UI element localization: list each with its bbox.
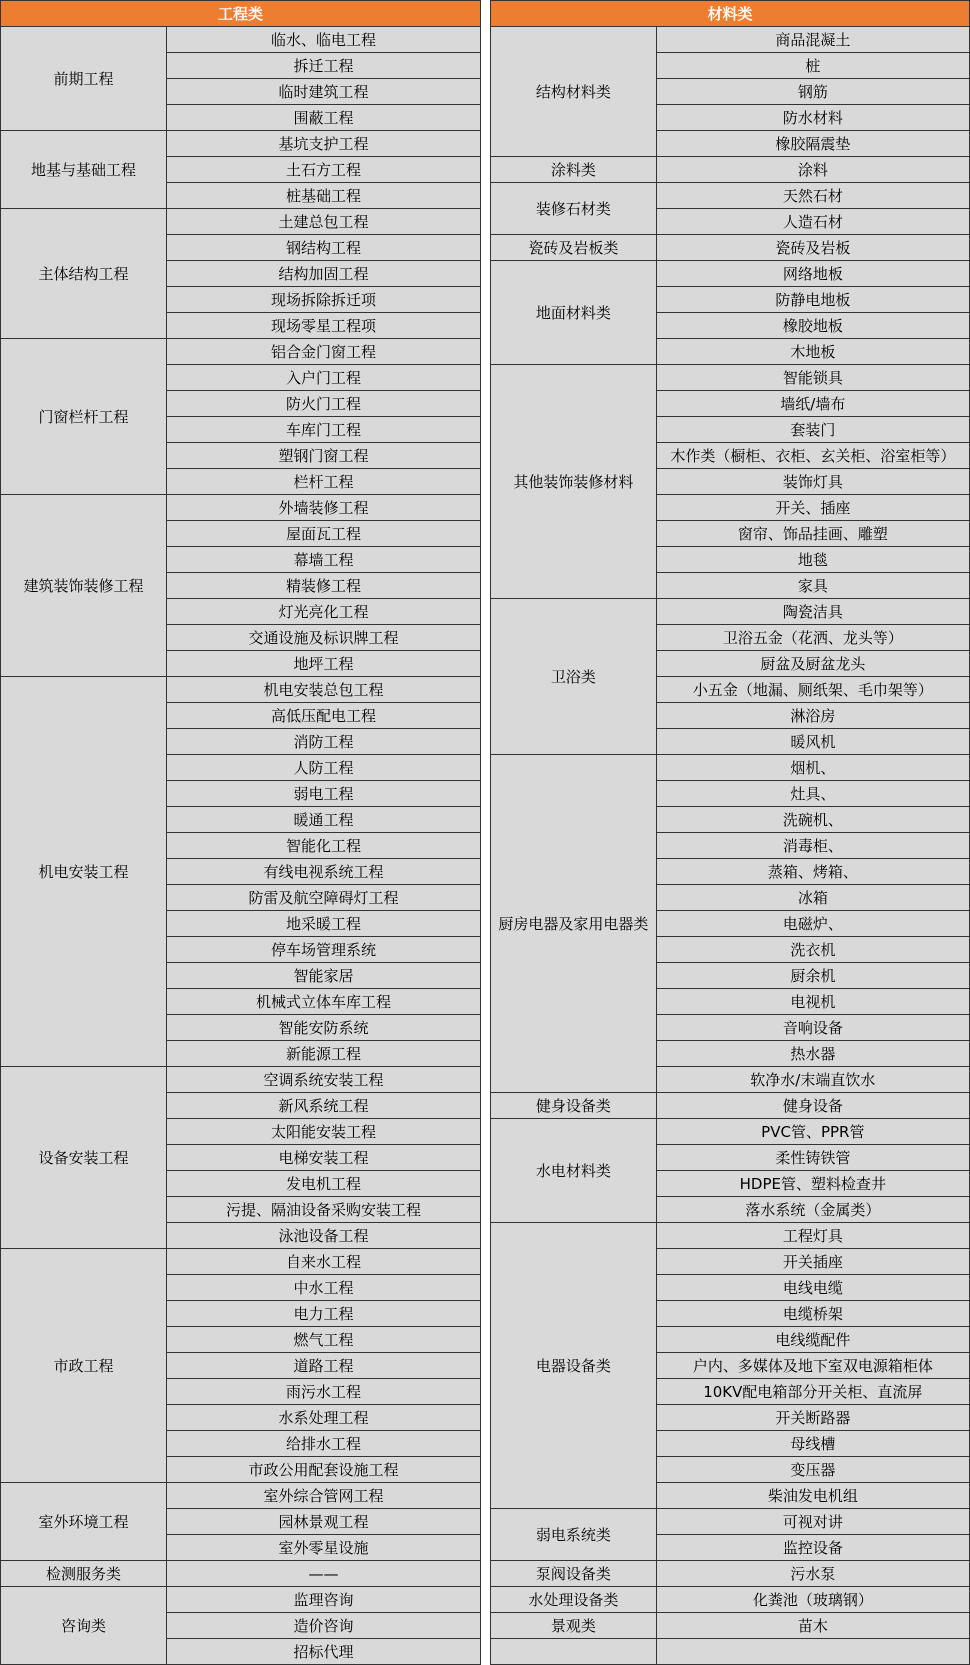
- engineering-item-cell: 智能化工程: [167, 833, 481, 859]
- material-item-cell: 冰箱: [656, 885, 969, 911]
- engineering-item-cell: 屋面瓦工程: [167, 521, 481, 547]
- material-category-cell: 厨房电器及家用电器类: [491, 755, 657, 1093]
- material-category-cell: 结构材料类: [491, 27, 657, 157]
- material-item-cell: 人造石材: [656, 209, 969, 235]
- engineering-item-cell: 污提、隔油设备采购安装工程: [167, 1197, 481, 1223]
- engineering-category-cell: 市政工程: [1, 1249, 167, 1483]
- table-row: [1, 495, 481, 521]
- material-item-cell: 橡胶地板: [656, 313, 969, 339]
- material-item-cell: 音响设备: [656, 1015, 969, 1041]
- table-row: [491, 365, 970, 391]
- material-item-cell: PVC管、PPR管: [656, 1119, 969, 1145]
- engineering-header: 工程类: [1, 1, 481, 27]
- engineering-item-cell: 钢结构工程: [167, 235, 481, 261]
- engineering-item-cell: 车库门工程: [167, 417, 481, 443]
- material-item-cell: 电缆桥架: [656, 1301, 969, 1327]
- table-row: [491, 1223, 970, 1249]
- engineering-item-cell: 水系处理工程: [167, 1405, 481, 1431]
- engineering-item-cell: 栏杆工程: [167, 469, 481, 495]
- engineering-item-cell: 桩基础工程: [167, 183, 481, 209]
- material-item-cell: 地毯: [656, 547, 969, 573]
- material-category-cell: 涂料类: [491, 157, 657, 183]
- engineering-item-cell: 现场拆除拆迁项: [167, 287, 481, 313]
- table-row: [491, 157, 970, 183]
- table-row: [491, 1119, 970, 1145]
- material-item-cell: 网络地板: [656, 261, 969, 287]
- engineering-item-cell: 空调系统安装工程: [167, 1067, 481, 1093]
- material-item-cell: 电磁炉、: [656, 911, 969, 937]
- engineering-item-cell: 监理咨询: [167, 1587, 481, 1613]
- engineering-item-cell: 道路工程: [167, 1353, 481, 1379]
- material-item-cell: 防静电地板: [656, 287, 969, 313]
- engineering-item-cell: 临时建筑工程: [167, 79, 481, 105]
- table-row: [1, 27, 481, 53]
- engineering-category-table: [0, 0, 481, 1665]
- engineering-item-cell: 暖通工程: [167, 807, 481, 833]
- engineering-item-cell: 土石方工程: [167, 157, 481, 183]
- table-row: [491, 235, 970, 261]
- engineering-item-cell: 造价咨询: [167, 1613, 481, 1639]
- material-item-cell: 瓷砖及岩板: [656, 235, 969, 261]
- engineering-item-cell: 高低压配电工程: [167, 703, 481, 729]
- materials-header: 材料类: [491, 1, 970, 27]
- engineering-item-cell: 防火门工程: [167, 391, 481, 417]
- material-item-cell: 厨盆及厨盆龙头: [656, 651, 969, 677]
- material-item-cell: 灶具、: [656, 781, 969, 807]
- material-item-cell: 厨余机: [656, 963, 969, 989]
- engineering-item-cell: 园林景观工程: [167, 1509, 481, 1535]
- engineering-category-cell: 检测服务类: [1, 1561, 167, 1587]
- table-row: [1, 1249, 481, 1275]
- material-item-cell: 消毒柜、: [656, 833, 969, 859]
- material-category-cell: 泵阀设备类: [491, 1561, 657, 1587]
- material-item-cell: 墙纸/墙布: [656, 391, 969, 417]
- engineering-item-cell: 防雷及航空障碍灯工程: [167, 885, 481, 911]
- material-item-cell: 洗衣机: [656, 937, 969, 963]
- engineering-category-cell: 室外环境工程: [1, 1483, 167, 1561]
- engineering-item-cell: ——: [167, 1561, 481, 1587]
- table-row: [491, 1093, 970, 1119]
- engineering-item-cell: 弱电工程: [167, 781, 481, 807]
- material-item-cell: 装饰灯具: [656, 469, 969, 495]
- material-item-cell: 10KV配电箱部分开关柜、直流屏: [656, 1379, 969, 1405]
- table-row: [491, 599, 970, 625]
- engineering-item-cell: 室外零星设施: [167, 1535, 481, 1561]
- materials-category-table: [490, 0, 970, 1665]
- material-category-cell: 卫浴类: [491, 599, 657, 755]
- material-item-cell: 防水材料: [656, 105, 969, 131]
- engineering-item-cell: 智能家居: [167, 963, 481, 989]
- material-item-cell: 柔性铸铁管: [656, 1145, 969, 1171]
- engineering-item-cell: 现场零星工程项: [167, 313, 481, 339]
- material-item-cell: 家具: [656, 573, 969, 599]
- material-item-cell: 橡胶隔震垫: [656, 131, 969, 157]
- material-item-cell: 化粪池（玻璃钢）: [656, 1587, 969, 1613]
- table-row: [491, 1509, 970, 1535]
- table-row: [491, 1639, 970, 1665]
- material-item-cell: 工程灯具: [656, 1223, 969, 1249]
- material-item-cell: 电视机: [656, 989, 969, 1015]
- engineering-item-cell: 新能源工程: [167, 1041, 481, 1067]
- engineering-item-cell: 燃气工程: [167, 1327, 481, 1353]
- material-item-cell: 淋浴房: [656, 703, 969, 729]
- material-category-cell: 景观类: [491, 1613, 657, 1639]
- table-row: [1, 677, 481, 703]
- engineering-item-cell: 智能安防系统: [167, 1015, 481, 1041]
- engineering-item-cell: 室外综合管网工程: [167, 1483, 481, 1509]
- engineering-category-cell: 门窗栏杆工程: [1, 339, 167, 495]
- engineering-item-cell: 塑钢门窗工程: [167, 443, 481, 469]
- table-row: [1, 339, 481, 365]
- engineering-item-cell: 中水工程: [167, 1275, 481, 1301]
- engineering-item-cell: 发电机工程: [167, 1171, 481, 1197]
- material-item-cell: 智能锁具: [656, 365, 969, 391]
- material-item-cell: 苗木: [656, 1613, 969, 1639]
- material-item-cell: 开关插座: [656, 1249, 969, 1275]
- table-row: [1, 209, 481, 235]
- engineering-item-cell: 市政公用配套设施工程: [167, 1457, 481, 1483]
- material-category-cell: [491, 1639, 657, 1665]
- engineering-item-cell: 人防工程: [167, 755, 481, 781]
- engineering-item-cell: 机电安装总包工程: [167, 677, 481, 703]
- table-row: [491, 1561, 970, 1587]
- material-item-cell: 监控设备: [656, 1535, 969, 1561]
- material-item-cell: 母线槽: [656, 1431, 969, 1457]
- material-item-cell: 健身设备: [656, 1093, 969, 1119]
- material-item-cell: 热水器: [656, 1041, 969, 1067]
- engineering-item-cell: 自来水工程: [167, 1249, 481, 1275]
- material-item-cell: 窗帘、饰品挂画、雕塑: [656, 521, 969, 547]
- material-category-cell: 电器设备类: [491, 1223, 657, 1509]
- engineering-item-cell: 铝合金门窗工程: [167, 339, 481, 365]
- engineering-item-cell: 拆迁工程: [167, 53, 481, 79]
- material-item-cell: 蒸箱、烤箱、: [656, 859, 969, 885]
- engineering-item-cell: 机械式立体车库工程: [167, 989, 481, 1015]
- engineering-item-cell: 幕墙工程: [167, 547, 481, 573]
- table-row: [491, 755, 970, 781]
- engineering-category-cell: 建筑装饰装修工程: [1, 495, 167, 677]
- material-item-cell: 软净水/末端直饮水: [656, 1067, 969, 1093]
- engineering-category-cell: 地基与基础工程: [1, 131, 167, 209]
- engineering-item-cell: 太阳能安装工程: [167, 1119, 481, 1145]
- engineering-item-cell: 围蔽工程: [167, 105, 481, 131]
- table-row: [491, 261, 970, 287]
- engineering-category-cell: 机电安装工程: [1, 677, 167, 1067]
- engineering-item-cell: 入户门工程: [167, 365, 481, 391]
- engineering-category-cell: 主体结构工程: [1, 209, 167, 339]
- engineering-item-cell: 基坑支护工程: [167, 131, 481, 157]
- engineering-item-cell: 电梯安装工程: [167, 1145, 481, 1171]
- engineering-item-cell: 地采暖工程: [167, 911, 481, 937]
- engineering-item-cell: 有线电视系统工程: [167, 859, 481, 885]
- material-category-cell: 水处理设备类: [491, 1587, 657, 1613]
- material-category-cell: 其他装饰装修材料: [491, 365, 657, 599]
- material-item-cell: 商品混凝土: [656, 27, 969, 53]
- material-item-cell: 户内、多媒体及地下室双电源箱柜体: [656, 1353, 969, 1379]
- material-item-cell: 烟机、: [656, 755, 969, 781]
- material-item-cell: 电线电缆: [656, 1275, 969, 1301]
- material-item-cell: 开关断路器: [656, 1405, 969, 1431]
- engineering-item-cell: 地坪工程: [167, 651, 481, 677]
- material-item-cell: 钢筋: [656, 79, 969, 105]
- engineering-item-cell: 新风系统工程: [167, 1093, 481, 1119]
- material-item-cell: 污水泵: [656, 1561, 969, 1587]
- engineering-item-cell: 结构加固工程: [167, 261, 481, 287]
- material-category-cell: 地面材料类: [491, 261, 657, 365]
- engineering-item-cell: 临水、临电工程: [167, 27, 481, 53]
- material-item-cell: 天然石材: [656, 183, 969, 209]
- table-row: [1, 1561, 481, 1587]
- table-row: [491, 1613, 970, 1639]
- table-row: [491, 183, 970, 209]
- engineering-category-cell: 设备安装工程: [1, 1067, 167, 1249]
- material-item-cell: 开关、插座: [656, 495, 969, 521]
- engineering-item-cell: 招标代理: [167, 1639, 481, 1665]
- engineering-item-cell: 消防工程: [167, 729, 481, 755]
- material-category-cell: 装修石材类: [491, 183, 657, 235]
- material-item-cell: 套装门: [656, 417, 969, 443]
- material-item-cell: 柴油发电机组: [656, 1483, 969, 1509]
- material-item-cell: 可视对讲: [656, 1509, 969, 1535]
- engineering-item-cell: 泳池设备工程: [167, 1223, 481, 1249]
- material-item-cell: 陶瓷洁具: [656, 599, 969, 625]
- engineering-item-cell: 交通设施及标识牌工程: [167, 625, 481, 651]
- material-category-cell: 水电材料类: [491, 1119, 657, 1223]
- engineering-category-cell: 前期工程: [1, 27, 167, 131]
- engineering-item-cell: 精装修工程: [167, 573, 481, 599]
- material-item-cell: 变压器: [656, 1457, 969, 1483]
- table-row: [1, 131, 481, 157]
- engineering-item-cell: 外墙装修工程: [167, 495, 481, 521]
- material-item-cell: 卫浴五金（花洒、龙头等）: [656, 625, 969, 651]
- engineering-item-cell: 灯光亮化工程: [167, 599, 481, 625]
- material-item-cell: 小五金（地漏、厕纸架、毛巾架等）: [656, 677, 969, 703]
- table-row: [1, 1067, 481, 1093]
- material-item-cell: 涂料: [656, 157, 969, 183]
- engineering-category-cell: 咨询类: [1, 1587, 167, 1665]
- material-category-cell: 瓷砖及岩板类: [491, 235, 657, 261]
- table-row: [1, 1483, 481, 1509]
- material-item-cell: 电线缆配件: [656, 1327, 969, 1353]
- material-item-cell: 洗碗机、: [656, 807, 969, 833]
- material-item-cell: 暖风机: [656, 729, 969, 755]
- table-row: [491, 27, 970, 53]
- table-row: [1, 1587, 481, 1613]
- material-item-cell: 落水系统（金属类）: [656, 1197, 969, 1223]
- engineering-item-cell: 停车场管理系统: [167, 937, 481, 963]
- material-item-cell: [656, 1639, 969, 1665]
- material-item-cell: 木作类（橱柜、衣柜、玄关柜、浴室柜等）: [656, 443, 969, 469]
- material-category-cell: 弱电系统类: [491, 1509, 657, 1561]
- engineering-item-cell: 土建总包工程: [167, 209, 481, 235]
- material-category-cell: 健身设备类: [491, 1093, 657, 1119]
- engineering-item-cell: 雨污水工程: [167, 1379, 481, 1405]
- table-row: [491, 1587, 970, 1613]
- engineering-item-cell: 电力工程: [167, 1301, 481, 1327]
- material-item-cell: HDPE管、塑料检查井: [656, 1171, 969, 1197]
- engineering-item-cell: 给排水工程: [167, 1431, 481, 1457]
- material-item-cell: 木地板: [656, 339, 969, 365]
- material-item-cell: 桩: [656, 53, 969, 79]
